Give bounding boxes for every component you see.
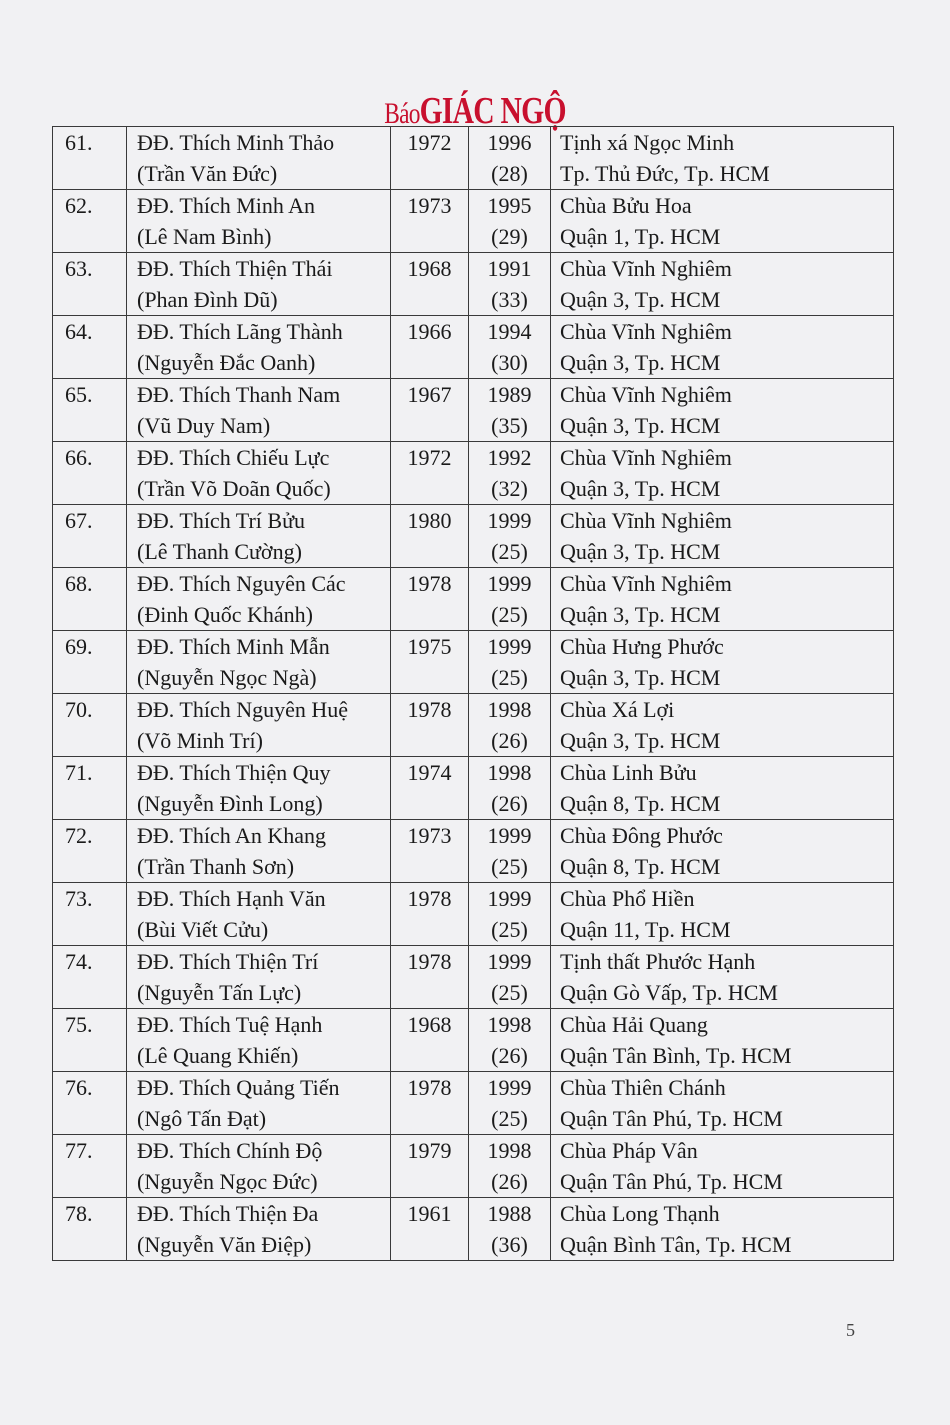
ordination-year-cell xyxy=(469,1198,551,1261)
ordination-year-cell xyxy=(469,757,551,820)
temple-name: Chùa Vĩnh Nghiêm xyxy=(560,256,732,281)
location: Quận Bình Tân, Tp. HCM xyxy=(560,1232,792,1257)
place-cell xyxy=(551,505,894,568)
row-number-text: 73. xyxy=(65,886,93,911)
year: 1998 xyxy=(487,697,532,722)
dharma-name: ĐĐ. Thích Minh Thảo xyxy=(137,130,335,155)
location: Quận 8, Tp. HCM xyxy=(560,854,721,879)
secular-name: (Trần Võ Doãn Quốc) xyxy=(137,476,331,501)
birth-year-cell xyxy=(391,694,469,757)
place-cell xyxy=(551,757,894,820)
ordination-year-cell xyxy=(469,1072,551,1135)
table-row xyxy=(53,757,894,820)
dharma-name: ĐĐ. Thích Thiện Đa xyxy=(137,1201,319,1226)
year: 1999 xyxy=(487,571,532,596)
name-cell xyxy=(127,883,391,946)
year: 1999 xyxy=(487,508,532,533)
location: Tp. Thủ Đức, Tp. HCM xyxy=(560,161,770,186)
table-row xyxy=(53,442,894,505)
dharma-name: ĐĐ. Thích Thiện Trí xyxy=(137,949,319,974)
ordination-year-cell xyxy=(469,190,551,253)
location: Quận 3, Tp. HCM xyxy=(560,728,721,753)
ordination-year-cell xyxy=(469,946,551,1009)
years-count: (33) xyxy=(491,287,528,312)
dharma-name: ĐĐ. Thích Quảng Tiến xyxy=(137,1075,340,1100)
place-cell xyxy=(551,379,894,442)
secular-name: (Phan Đình Dũ) xyxy=(137,287,278,312)
name-cell xyxy=(127,442,391,505)
dharma-name: ĐĐ. Thích Chiếu Lực xyxy=(137,445,330,470)
place-cell xyxy=(551,127,894,190)
years-count: (25) xyxy=(491,917,528,942)
row-number-text: 71. xyxy=(65,760,93,785)
table-row xyxy=(53,694,894,757)
birth-year-cell xyxy=(391,442,469,505)
place-cell xyxy=(551,1009,894,1072)
year: 1998 xyxy=(487,760,532,785)
dharma-name: ĐĐ. Thích Nguyên Huệ xyxy=(137,697,348,722)
name-cell xyxy=(127,253,391,316)
row-number-text: 76. xyxy=(65,1075,93,1100)
year: 1999 xyxy=(487,1075,532,1100)
birth-year-cell xyxy=(391,568,469,631)
location: Quận Tân Phú, Tp. HCM xyxy=(560,1106,783,1131)
temple-name: Chùa Đông Phước xyxy=(560,823,723,848)
row-number xyxy=(53,1072,127,1135)
ordination-year-cell xyxy=(469,379,551,442)
years-count: (32) xyxy=(491,476,528,501)
secular-name: (Lê Nam Bình) xyxy=(137,224,272,249)
secular-name: (Nguyễn Đình Long) xyxy=(137,791,323,816)
row-number-text: 70. xyxy=(65,697,93,722)
row-number xyxy=(53,568,127,631)
birth-year-cell-text: 1978 xyxy=(407,571,452,596)
ordination-year-cell xyxy=(469,883,551,946)
temple-name: Chùa Pháp Vân xyxy=(560,1138,698,1163)
location: Quận 3, Tp. HCM xyxy=(560,539,721,564)
year: 1999 xyxy=(487,949,532,974)
logo-text-small: Báo xyxy=(384,97,420,130)
name-cell xyxy=(127,946,391,1009)
years-count: (25) xyxy=(491,980,528,1005)
years-count: (35) xyxy=(491,413,528,438)
row-number xyxy=(53,694,127,757)
temple-name: Chùa Thiên Chánh xyxy=(560,1075,726,1100)
ordination-year-cell xyxy=(469,820,551,883)
temple-name: Chùa Vĩnh Nghiêm xyxy=(560,508,732,533)
row-number xyxy=(53,883,127,946)
birth-year-cell-text: 1978 xyxy=(407,697,452,722)
years-count: (26) xyxy=(491,791,528,816)
year: 1991 xyxy=(487,256,532,281)
table-row xyxy=(53,1198,894,1261)
dharma-name: ĐĐ. Thích Minh An xyxy=(137,193,316,218)
birth-year-cell xyxy=(391,190,469,253)
dharma-name: ĐĐ. Thích Minh Mẫn xyxy=(137,634,330,659)
place-cell xyxy=(551,442,894,505)
ordination-year-cell xyxy=(469,127,551,190)
temple-name: Chùa Long Thạnh xyxy=(560,1201,720,1226)
location: Quận 1, Tp. HCM xyxy=(560,224,721,249)
place-cell xyxy=(551,631,894,694)
row-number xyxy=(53,946,127,1009)
place-cell xyxy=(551,190,894,253)
location: Quận 3, Tp. HCM xyxy=(560,665,721,690)
birth-year-cell-text: 1972 xyxy=(407,130,452,155)
secular-name: (Lê Thanh Cường) xyxy=(137,539,302,564)
location: Quận 8, Tp. HCM xyxy=(560,791,721,816)
name-cell xyxy=(127,505,391,568)
birth-year-cell-text: 1974 xyxy=(407,760,452,785)
table-row xyxy=(53,316,894,379)
location: Quận 3, Tp. HCM xyxy=(560,476,721,501)
table-row xyxy=(53,505,894,568)
secular-name: (Bùi Viết Cửu) xyxy=(137,917,269,942)
birth-year-cell xyxy=(391,127,469,190)
dharma-name: ĐĐ. Thích Lãng Thành xyxy=(137,319,343,344)
temple-name: Chùa Vĩnh Nghiêm xyxy=(560,382,732,407)
temple-name: Chùa Xá Lợi xyxy=(560,697,675,722)
secular-name: (Nguyễn Đắc Oanh) xyxy=(137,350,316,375)
birth-year-cell xyxy=(391,757,469,820)
secular-name: (Trần Văn Đức) xyxy=(137,161,278,186)
birth-year-cell-text: 1973 xyxy=(407,193,452,218)
row-number xyxy=(53,316,127,379)
secular-name: (Nguyễn Văn Điệp) xyxy=(137,1232,312,1257)
table-row xyxy=(53,127,894,190)
birth-year-cell-text: 1967 xyxy=(407,382,452,407)
dharma-name: ĐĐ. Thích Trí Bửu xyxy=(137,508,305,533)
name-cell xyxy=(127,190,391,253)
secular-name: (Nguyễn Ngọc Đức) xyxy=(137,1169,318,1194)
row-number xyxy=(53,127,127,190)
secular-name: (Vũ Duy Nam) xyxy=(137,413,271,438)
dharma-name: ĐĐ. Thích Tuệ Hạnh xyxy=(137,1012,323,1037)
row-number-text: 61. xyxy=(65,130,93,155)
row-number-text: 66. xyxy=(65,445,93,470)
table-row xyxy=(53,568,894,631)
table-row xyxy=(53,1072,894,1135)
birth-year-cell xyxy=(391,820,469,883)
row-number-text: 63. xyxy=(65,256,93,281)
year: 1992 xyxy=(487,445,532,470)
birth-year-cell-text: 1961 xyxy=(407,1201,452,1226)
location: Quận 3, Tp. HCM xyxy=(560,350,721,375)
place-cell xyxy=(551,946,894,1009)
table-row xyxy=(53,1135,894,1198)
row-number-text: 77. xyxy=(65,1138,93,1163)
years-count: (26) xyxy=(491,728,528,753)
birth-year-cell-text: 1966 xyxy=(407,319,452,344)
temple-name: Chùa Phổ Hiền xyxy=(560,886,695,911)
years-count: (26) xyxy=(491,1043,528,1068)
birth-year-cell xyxy=(391,883,469,946)
row-number xyxy=(53,1198,127,1261)
table-row xyxy=(53,190,894,253)
year: 1999 xyxy=(487,823,532,848)
name-cell xyxy=(127,694,391,757)
year: 1989 xyxy=(487,382,532,407)
temple-name: Chùa Bửu Hoa xyxy=(560,193,692,218)
year: 1999 xyxy=(487,634,532,659)
row-number xyxy=(53,757,127,820)
dharma-name: ĐĐ. Thích An Khang xyxy=(137,823,327,848)
place-cell xyxy=(551,1198,894,1261)
row-number xyxy=(53,1135,127,1198)
dharma-name: ĐĐ. Thích Chính Độ xyxy=(137,1138,323,1163)
row-number-text: 69. xyxy=(65,634,93,659)
place-cell xyxy=(551,1135,894,1198)
birth-year-cell xyxy=(391,1135,469,1198)
row-number-text: 62. xyxy=(65,193,93,218)
years-count: (25) xyxy=(491,1106,528,1131)
ordination-year-cell xyxy=(469,568,551,631)
birth-year-cell-text: 1979 xyxy=(407,1138,452,1163)
year: 1995 xyxy=(487,193,532,218)
year: 1999 xyxy=(487,886,532,911)
secular-name: (Nguyễn Ngọc Ngà) xyxy=(137,665,317,690)
years-count: (28) xyxy=(491,161,528,186)
place-cell xyxy=(551,568,894,631)
place-cell xyxy=(551,694,894,757)
table-body xyxy=(53,127,894,1261)
location: Quận Gò Vấp, Tp. HCM xyxy=(560,980,778,1005)
ordination-year-cell xyxy=(469,1135,551,1198)
monk-list-table xyxy=(52,126,894,1261)
page-number: 5 xyxy=(846,1320,855,1340)
ordination-year-cell xyxy=(469,253,551,316)
temple-name: Chùa Hưng Phước xyxy=(560,634,724,659)
table-row xyxy=(53,1009,894,1072)
year: 1994 xyxy=(487,319,532,344)
secular-name: (Ngô Tấn Đạt) xyxy=(137,1106,267,1131)
years-count: (26) xyxy=(491,1169,528,1194)
name-cell xyxy=(127,1072,391,1135)
name-cell xyxy=(127,631,391,694)
location: Quận 11, Tp. HCM xyxy=(560,917,731,942)
table-row xyxy=(53,820,894,883)
place-cell xyxy=(551,253,894,316)
ordination-year-cell xyxy=(469,442,551,505)
row-number-text: 75. xyxy=(65,1012,93,1037)
birth-year-cell-text: 1978 xyxy=(407,949,452,974)
year: 1998 xyxy=(487,1138,532,1163)
birth-year-cell xyxy=(391,631,469,694)
birth-year-cell xyxy=(391,946,469,1009)
ordination-year-cell xyxy=(469,505,551,568)
birth-year-cell-text: 1972 xyxy=(407,445,452,470)
place-cell xyxy=(551,316,894,379)
temple-name: Chùa Linh Bửu xyxy=(560,760,697,785)
location: Quận Tân Bình, Tp. HCM xyxy=(560,1043,792,1068)
name-cell xyxy=(127,1009,391,1072)
dharma-name: ĐĐ. Thích Thanh Nam xyxy=(137,382,341,407)
row-number xyxy=(53,190,127,253)
name-cell xyxy=(127,316,391,379)
years-count: (25) xyxy=(491,854,528,879)
name-cell xyxy=(127,1198,391,1261)
name-cell xyxy=(127,820,391,883)
birth-year-cell-text: 1973 xyxy=(407,823,452,848)
birth-year-cell-text: 1968 xyxy=(407,256,452,281)
row-number-text: 64. xyxy=(65,319,93,344)
row-number xyxy=(53,505,127,568)
birth-year-cell xyxy=(391,253,469,316)
years-count: (25) xyxy=(491,665,528,690)
year: 1998 xyxy=(487,1012,532,1037)
name-cell xyxy=(127,1135,391,1198)
row-number xyxy=(53,442,127,505)
temple-name: Chùa Vĩnh Nghiêm xyxy=(560,445,732,470)
ordination-year-cell xyxy=(469,316,551,379)
location: Quận 3, Tp. HCM xyxy=(560,602,721,627)
name-cell xyxy=(127,127,391,190)
row-number-text: 74. xyxy=(65,949,93,974)
year: 1988 xyxy=(487,1201,532,1226)
dharma-name: ĐĐ. Thích Hạnh Văn xyxy=(137,886,326,911)
row-number-text: 65. xyxy=(65,382,93,407)
temple-name: Chùa Hải Quang xyxy=(560,1012,708,1037)
row-number xyxy=(53,379,127,442)
newspaper-logo xyxy=(105,92,846,130)
birth-year-cell-text: 1968 xyxy=(407,1012,452,1037)
logo-text-big: GIÁC NGỘ xyxy=(419,90,566,132)
temple-name: Tịnh xá Ngọc Minh xyxy=(560,130,735,155)
temple-name: Tịnh thất Phước Hạnh xyxy=(560,949,756,974)
secular-name: (Trần Thanh Sơn) xyxy=(137,854,295,879)
birth-year-cell-text: 1975 xyxy=(407,634,452,659)
table-row xyxy=(53,631,894,694)
row-number-text: 68. xyxy=(65,571,93,596)
name-cell xyxy=(127,568,391,631)
ordination-year-cell xyxy=(469,1009,551,1072)
years-count: (25) xyxy=(491,539,528,564)
secular-name: (Lê Quang Khiến) xyxy=(137,1043,299,1068)
birth-year-cell xyxy=(391,1009,469,1072)
secular-name: (Nguyễn Tấn Lực) xyxy=(137,980,302,1005)
dharma-name: ĐĐ. Thích Nguyên Các xyxy=(137,571,346,596)
year: 1996 xyxy=(487,130,532,155)
name-cell xyxy=(127,757,391,820)
years-count: (36) xyxy=(491,1232,528,1257)
birth-year-cell xyxy=(391,1072,469,1135)
birth-year-cell-text: 1978 xyxy=(407,1075,452,1100)
years-count: (29) xyxy=(491,224,528,249)
place-cell xyxy=(551,883,894,946)
row-number xyxy=(53,253,127,316)
row-number xyxy=(53,1009,127,1072)
place-cell xyxy=(551,1072,894,1135)
table-row xyxy=(53,946,894,1009)
location: Quận 3, Tp. HCM xyxy=(560,287,721,312)
row-number-text: 72. xyxy=(65,823,93,848)
birth-year-cell xyxy=(391,379,469,442)
ordination-year-cell xyxy=(469,694,551,757)
secular-name: (Đinh Quốc Khánh) xyxy=(137,602,313,627)
years-count: (25) xyxy=(491,602,528,627)
birth-year-cell xyxy=(391,505,469,568)
ordination-year-cell xyxy=(469,631,551,694)
row-number xyxy=(53,631,127,694)
years-count: (30) xyxy=(491,350,528,375)
row-number-text: 78. xyxy=(65,1201,93,1226)
secular-name: (Võ Minh Trí) xyxy=(137,728,263,753)
place-cell xyxy=(551,820,894,883)
table-row xyxy=(53,253,894,316)
table-row xyxy=(53,883,894,946)
location: Quận 3, Tp. HCM xyxy=(560,413,721,438)
dharma-name: ĐĐ. Thích Thiện Quy xyxy=(137,760,331,785)
row-number-text: 67. xyxy=(65,508,93,533)
temple-name: Chùa Vĩnh Nghiêm xyxy=(560,571,732,596)
dharma-name: ĐĐ. Thích Thiện Thái xyxy=(137,256,333,281)
birth-year-cell-text: 1980 xyxy=(407,508,452,533)
birth-year-cell-text: 1978 xyxy=(407,886,452,911)
birth-year-cell xyxy=(391,1198,469,1261)
row-number xyxy=(53,820,127,883)
birth-year-cell xyxy=(391,316,469,379)
location: Quận Tân Phú, Tp. HCM xyxy=(560,1169,783,1194)
name-cell xyxy=(127,379,391,442)
temple-name: Chùa Vĩnh Nghiêm xyxy=(560,319,732,344)
table-row xyxy=(53,379,894,442)
